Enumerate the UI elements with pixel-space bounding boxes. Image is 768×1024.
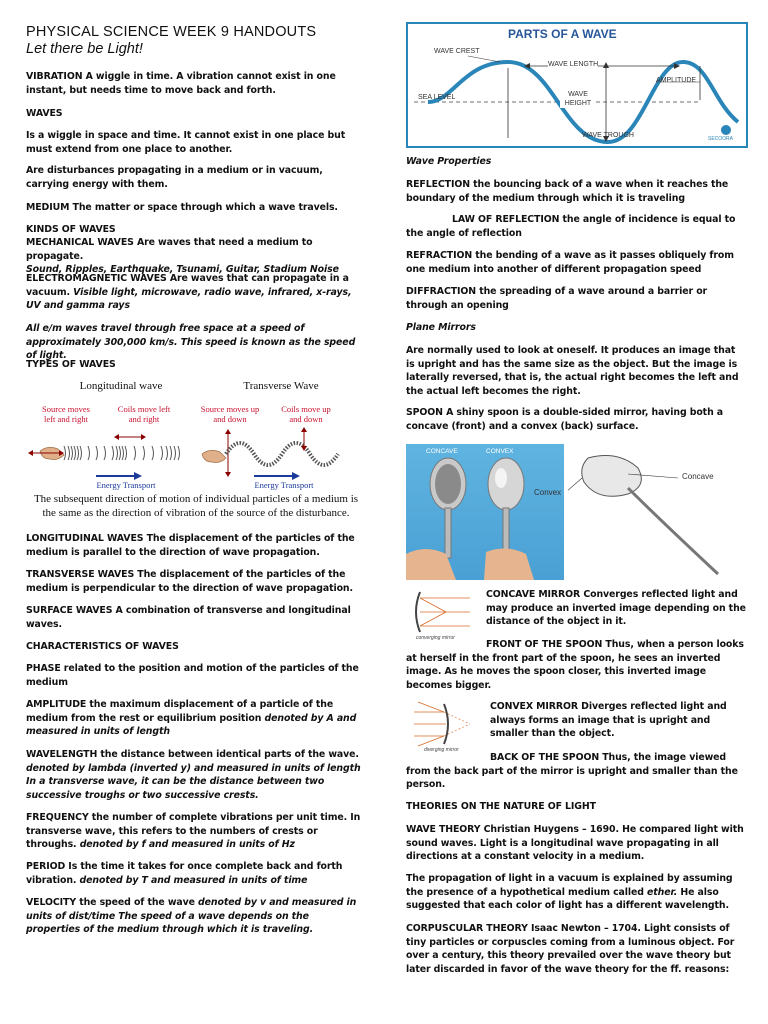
wave-trough-label: WAVE TROUGH [582, 132, 634, 139]
surface-waves-definition: SURFACE WAVES A combination of transverse and longitudinal waves. [26, 605, 351, 630]
theories-heading: THEORIES ON THE NATURE OF LIGHT [406, 801, 596, 812]
em-speed-note: All e/m waves travel through free space at a speed of approximately 300,000 km/s. This speed is known as the speed of light. [26, 323, 356, 362]
spoon-drawing-illustration [568, 444, 748, 580]
wave-height-label: WAVE HEIGHT [560, 90, 596, 108]
wave-types-caption: The subsequent direction of motion of individual particles of a medium is the same as the direction of vibration of the source of the disturbance. [33, 493, 359, 519]
refraction-definition: REFRACTION the bending of a wave as it passes obliquely from one medium into another of different propagation speed [406, 250, 734, 275]
convex-mirror-definition: CONVEX MIRROR Diverges reflected light and always forms an image that is upright and smaller than the object. [490, 701, 727, 740]
wave-crest-label: WAVE CREST [434, 48, 480, 55]
longitudinal-coils-label: Coils move left and right [117, 404, 171, 424]
wave-theory: WAVE THEORY Christian Huygens – 1690. He compared light with sound waves. Light is a longitudinal wave propagating in all directions at a constant velocity in a medium. [406, 824, 744, 863]
convex-mirror-figure [410, 700, 482, 756]
characteristics-heading: CHARACTERISTICS OF WAVES [26, 641, 179, 652]
convex-mirror-figure-label: diverging mirror [424, 747, 459, 753]
phase-definition: PHASE related to the position and motion of the particles of the medium [26, 663, 359, 688]
concave-mirror-figure [410, 588, 476, 644]
propagation-paragraph: The propagation of light in a vacuum is explained by assuming the presence of a hypothetical medium called ether. He also suggested that each color of light has a different wavelength. [406, 873, 733, 912]
sea-level-label: SEA LEVEL [418, 94, 456, 101]
parts-of-a-wave-diagram [406, 22, 748, 148]
wave-length-label: WAVE LENGTH [548, 61, 599, 68]
spoon-photo-concave-label: CONCAVE [426, 448, 458, 455]
plane-mirrors-heading: Plane Mirrors [406, 322, 476, 333]
corpuscular-theory: CORPUSCULAR THEORY Isaac Newton – 1704. Light consists of tiny particles or corpuscles coming from a luminous object. For over a century, this theory prevailed over the wave theory but later discarded in favor of the wave theory for the ff. reasons: [406, 923, 735, 975]
law-of-reflection: LAW OF REFLECTION the angle of incidence is equal to the angle of reflection [406, 214, 736, 239]
mechanical-waves-definition: MECHANICAL WAVES Are waves that need a medium to propagate. Sound, Ripples, Earthquake, Tsunami, Guitar, Stadium Noise [26, 237, 339, 276]
electromagnetic-waves-definition: ELECTROMAGNETIC WAVES Are waves that can propagate in a vacuum. Visible light, microwave, radio wave, infrared, x-rays, UV and gamma rays [26, 273, 352, 312]
kinds-heading: KINDS OF WAVES [26, 224, 116, 235]
period-definition: PERIOD Is the time it takes for once complete back and forth vibration. denoted by T and measured in units of time [26, 861, 343, 886]
longitudinal-source-label: Source moves left and right [42, 404, 90, 424]
waves-paragraph-2: Are disturbances propagating in a medium or in vacuum, carrying energy with them. [26, 165, 323, 190]
longitudinal-energy-label: Energy Transport [96, 480, 156, 490]
velocity-definition: VELOCITY the speed of the wave denoted by v and measured in units of dist/time The speed of a wave depends on the properties of the medium through which it is traveling. [26, 897, 357, 936]
wave-types-diagram [26, 376, 366, 488]
waves-heading: WAVES [26, 108, 63, 119]
transverse-wave-title: Transverse Wave [243, 380, 319, 392]
front-of-spoon: FRONT OF THE SPOON Thus, when a person looks at herself in the front part of the spoon, he sees an inverted image. As he moves the spoon closer, this inverted image becomes bigger. [406, 639, 744, 691]
wavelength-definition: WAVELENGTH the distance between identical parts of the wave. denoted by lambda (inverted y) and measured in units of length In a transverse wave, it can be the distance between two successive troughs or two successive crests. [26, 749, 361, 801]
waves-paragraph-1: Is a wiggle in space and time. It cannot exist in one place but must extend from one place to another. [26, 130, 346, 155]
amplitude-definition: AMPLITUDE the maximum displacement of a particle of the medium from the rest or equilibrium position denoted by A and measured in units of length [26, 699, 357, 738]
concave-mirror-illustration [410, 588, 476, 636]
page-subtitle: Let there be Light! [26, 41, 143, 57]
concave-mirror-figure-label: converging mirror [416, 635, 455, 641]
convex-mirror-illustration [410, 700, 482, 748]
frequency-definition: FREQUENCY the number of complete vibrations per unit time. In transverse wave, this refers to the numbers of crests or throughs. denoted by f and measured in units of Hz [26, 812, 361, 851]
vibration-definition: VIBRATION A wiggle in time. A vibration cannot exist in one instant, but needs time to move back and forth. [26, 71, 336, 96]
transverse-coils-label: Coils move up and down [281, 404, 331, 424]
secoora-logo: SECOORA [708, 136, 734, 142]
parts-of-a-wave-title: PARTS OF A WAVE [508, 27, 617, 41]
spoon-definition: SPOON A shiny spoon is a double-sided mirror, having both a concave (front) and a convex (back) surface. [406, 407, 724, 432]
plane-mirrors-text: Are normally used to look at oneself. It produces an image that is upright and has the same size as the object. But the image is laterally reversed, that is, the actual right becomes the left and the actual left becomes the right. [406, 345, 739, 397]
reflection-definition: REFLECTION the bouncing back of a wave when it reaches the boundary of the medium through which it is traveling [406, 179, 729, 204]
back-of-spoon: BACK OF THE SPOON Thus, the image viewed from the back part of the mirror is upright and smaller than the person. [406, 752, 738, 791]
longitudinal-wave-title: Longitudinal wave [79, 380, 163, 392]
spoon-photo-convex-label: CONVEX [486, 448, 514, 455]
medium-definition: MEDIUM The matter or space through which a wave travels. [26, 202, 338, 213]
longitudinal-waves-definition: LONGITUDINAL WAVES The displacement of the particles of the medium is parallel to the direction of wave propagation. [26, 533, 355, 558]
spoon-drawing-concave-label: Concave [682, 472, 714, 481]
transverse-energy-label: Energy Transport [254, 480, 314, 490]
page-title: PHYSICAL SCIENCE WEEK 9 HANDOUTS [26, 24, 317, 40]
transverse-source-label: Source moves up and down [200, 404, 260, 424]
concave-mirror-definition: CONCAVE MIRROR Converges reflected light and may produce an inverted image depending on the distance of the object in it. [486, 589, 746, 628]
types-heading: TYPES OF WAVES [26, 359, 116, 370]
wave-properties-heading: Wave Properties [406, 156, 492, 167]
diffraction-definition: DIFFRACTION the spreading of a wave around a barrier or through an opening [406, 286, 708, 311]
amplitude-label: AMPLITUDE [656, 77, 697, 84]
spoon-photo [406, 444, 564, 580]
spoon-photo-illustration [406, 444, 564, 580]
spoon-drawing-convex-label: Convex [534, 488, 562, 497]
spoon-drawing [534, 444, 748, 580]
transverse-waves-definition: TRANSVERSE WAVES The displacement of the particles of the medium is perpendicular to the direction of wave propagation. [26, 569, 353, 594]
